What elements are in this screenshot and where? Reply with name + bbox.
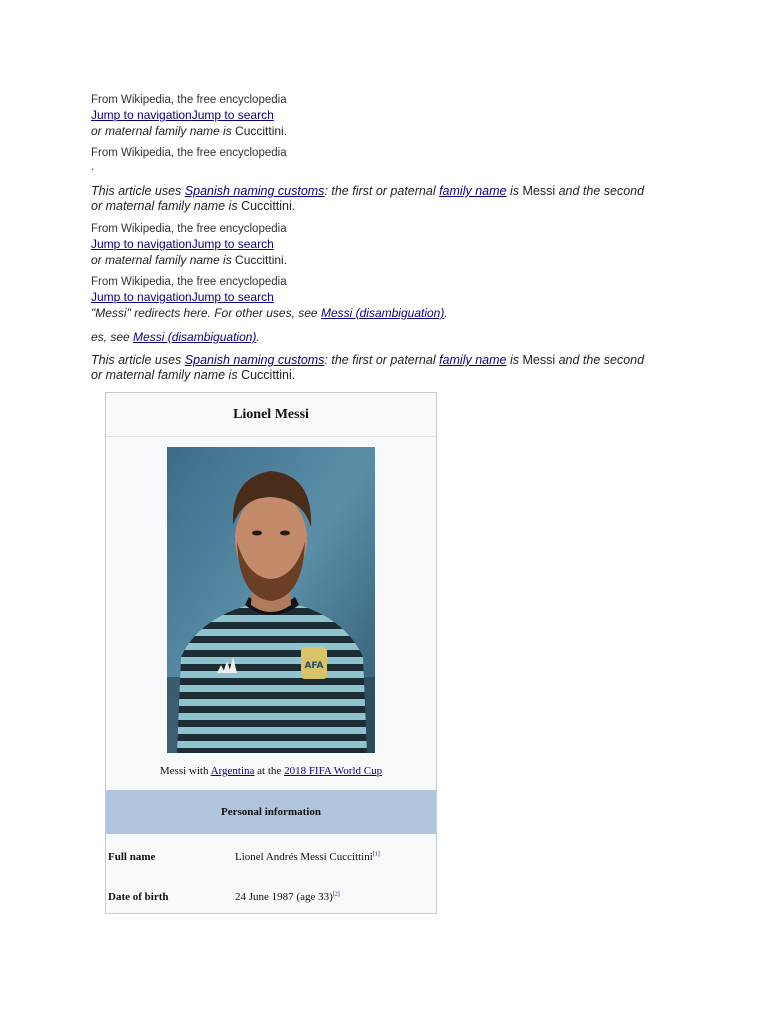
hatnote-name: Cuccittini. <box>241 199 296 213</box>
hatnote-text: and the second or maternal family name is <box>91 184 645 213</box>
player-photo[interactable] <box>167 447 375 753</box>
hatnote-text: is <box>506 353 523 367</box>
photo-caption <box>106 765 436 777</box>
jump-links <box>91 290 274 304</box>
row-value-text: Lionel Andrés Messi Cuccittini <box>235 851 373 863</box>
jump-to-search-link[interactable]: Jump to search <box>191 290 274 304</box>
jump-to-navigation-link[interactable]: Jump to navigation <box>91 108 192 122</box>
naming-note-italic: or maternal family name is <box>91 124 236 138</box>
infobox-row-date-of-birth <box>106 891 436 911</box>
row-value <box>235 851 380 863</box>
infobox-title: Lionel Messi <box>106 393 436 437</box>
tagline: From Wikipedia, the free encyclopedia <box>91 94 287 106</box>
messi-disambiguation-link[interactable]: Messi (disambiguation) <box>320 306 445 320</box>
stray-dot: . <box>91 161 95 173</box>
hatnote-text: This article uses <box>91 184 185 198</box>
spanish-naming-customs-link[interactable]: Spanish naming customs <box>184 353 325 367</box>
argentina-link[interactable]: Argentina <box>210 765 255 777</box>
row-label: Date of birth <box>108 891 169 903</box>
redirect-end: . <box>256 330 260 344</box>
hatnote-name: Messi <box>522 353 556 367</box>
section-header-personal: Personal information <box>106 790 436 834</box>
caption-text: Messi with <box>159 765 211 777</box>
family-name-link[interactable]: family name <box>439 353 507 367</box>
redirect-text: es, see <box>91 330 134 344</box>
redirect-fragment <box>91 330 260 344</box>
caption-text: at the <box>254 765 285 777</box>
tagline: From Wikipedia, the free encyclopedia <box>91 276 287 288</box>
hatnote-name: Cuccittini. <box>241 368 296 382</box>
jump-to-navigation-link[interactable]: Jump to navigation <box>91 237 192 251</box>
jump-to-search-link[interactable]: Jump to search <box>191 237 274 251</box>
redirect-end: . <box>444 306 448 320</box>
hatnote-text: : the first or paternal <box>324 353 440 367</box>
naming-note-fragment <box>91 253 287 267</box>
hatnote-text: This article uses <box>91 353 185 367</box>
row-value-text: 24 June 1987 (age 33) <box>235 891 333 903</box>
hatnote-text: is <box>506 184 523 198</box>
tagline: From Wikipedia, the free encyclopedia <box>91 147 287 159</box>
redirect-hatnote <box>91 306 448 320</box>
jump-to-navigation-link[interactable]: Jump to navigation <box>91 290 192 304</box>
svg-text:AFA: AFA <box>304 661 324 671</box>
infobox-row-full-name <box>106 851 436 871</box>
family-name-link[interactable]: family name <box>439 184 507 198</box>
jump-links <box>91 108 274 122</box>
row-label: Full name <box>108 851 156 863</box>
hatnote-name: Messi <box>522 184 556 198</box>
infobox <box>105 392 437 914</box>
tagline: From Wikipedia, the free encyclopedia <box>91 223 287 235</box>
naming-note-name: Cuccittini. <box>235 124 288 138</box>
hatnote-text: : the first or paternal <box>324 184 440 198</box>
naming-note-name: Cuccittini. <box>235 253 288 267</box>
reference-link[interactable]: [1] <box>372 851 380 858</box>
naming-note-italic: or maternal family name is <box>91 253 236 267</box>
reference-link[interactable]: [2] <box>332 891 340 898</box>
messi-disambiguation-link[interactable]: Messi (disambiguation) <box>133 330 257 344</box>
redirect-text: "Messi" redirects here. For other uses, see <box>91 306 321 320</box>
naming-hatnote <box>91 353 651 383</box>
jump-to-search-link[interactable]: Jump to search <box>191 108 274 122</box>
naming-note-fragment <box>91 124 287 138</box>
hatnote-text: and the second or maternal family name is <box>91 353 645 382</box>
row-value <box>235 891 340 903</box>
world-cup-2018-link[interactable]: 2018 FIFA World Cup <box>284 765 383 777</box>
naming-hatnote <box>91 184 651 214</box>
spanish-naming-customs-link[interactable]: Spanish naming customs <box>184 184 325 198</box>
jump-links <box>91 237 274 251</box>
